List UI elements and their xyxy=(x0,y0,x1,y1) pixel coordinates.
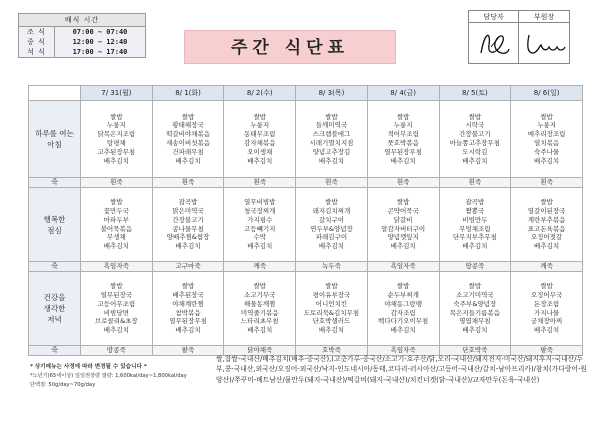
day-header: 8/ 1(화) xyxy=(152,86,224,101)
menu-item: 갈치구이 xyxy=(318,215,345,224)
menu-cell xyxy=(511,101,583,178)
menu-item: 고등빼기지 xyxy=(244,224,276,233)
notes-protein-recommendation: 단백질: 50g/day~70g/day xyxy=(30,382,96,388)
meal-slot-text: 행복한 xyxy=(43,214,66,224)
menu-item: 잡곡밥 xyxy=(465,198,485,207)
menu-item: 시래기멸치지짐 xyxy=(309,139,354,147)
menu-item: 비빔만두 xyxy=(462,215,488,224)
menu-item: 탕평채 xyxy=(106,139,126,147)
menu-cell xyxy=(224,272,296,346)
menu-item: 배추김치 xyxy=(103,156,129,165)
menu-cell xyxy=(81,188,153,262)
menu-item: 숙주부&양념장 xyxy=(453,299,497,308)
day-header: 8/ 4(금) xyxy=(367,86,439,101)
menu-item: 파래김구이 xyxy=(315,233,348,242)
menu-item: 오징어젓갈 xyxy=(530,233,563,242)
porridge-row xyxy=(29,178,583,188)
menu-item: 백다다기오이무침 xyxy=(378,317,429,326)
menu-item: 쌀밥 xyxy=(540,112,553,121)
menu-item: 열갈이된장국 xyxy=(527,206,566,215)
menu-item: 마늘쫑고추장무침 xyxy=(449,139,500,147)
porridge-label: 죽 xyxy=(29,178,81,188)
meal-time-value: 07:00 ~ 07:40 xyxy=(72,28,128,36)
menu-cell xyxy=(367,272,439,346)
meal-slot-text: 건강을 xyxy=(43,293,66,302)
menu-item: 쌀밥 xyxy=(181,282,195,291)
menu-item: 배추김치 xyxy=(534,242,560,251)
menu-item: 배추김치 xyxy=(462,156,488,165)
menu-cell xyxy=(296,101,368,178)
menu-item: 닭목은지조림 xyxy=(97,130,136,139)
menu-body xyxy=(29,101,583,356)
menu-cell xyxy=(81,272,153,346)
meal-time-label: 중 식 xyxy=(19,37,55,47)
porridge-cell: 고구마죽 xyxy=(152,262,224,272)
day-header: 8/ 3(목) xyxy=(296,86,368,101)
menu-item: 숙주나물 xyxy=(534,147,560,156)
corner-cell xyxy=(29,86,81,101)
porridge-cell: 흰죽 xyxy=(439,178,511,188)
menu-item: 계란부추볶음 xyxy=(527,215,566,224)
menu-item: 새송이버섯볶음 xyxy=(166,139,211,147)
menu-item: 스크램블에그 xyxy=(312,130,351,139)
menu-item: 명엽채무침 xyxy=(459,317,491,326)
porridge-cell: 땅콩죽 xyxy=(439,262,511,272)
porridge-cell: 흑임자죽 xyxy=(81,262,153,272)
menu-item: 풋호박볶음 xyxy=(387,139,419,147)
menu-item: 누룽지 xyxy=(537,121,557,130)
menu-item: 열치볶음 xyxy=(534,139,560,147)
menu-item: 열무된장무침 xyxy=(384,147,422,156)
menu-item: 도시락김 xyxy=(462,147,488,156)
menu-item: 돈장조림 xyxy=(534,299,560,308)
menu-item: 마파두부 xyxy=(103,215,129,224)
notes-calorie-recommendation: *노년기(65세이상) 일일권장량 열량: 1,600kal/day~1,800kal/day xyxy=(30,373,187,379)
meal-time-label: 조 식 xyxy=(19,27,55,37)
menu-item: 배추김치 xyxy=(462,242,488,251)
menu-notes xyxy=(30,363,210,390)
menu-item: 고추된장무침 xyxy=(97,147,136,156)
menu-item: 양배추찜&쌈장 xyxy=(166,233,210,242)
menu-item: 돼지김치찌개 xyxy=(312,206,351,215)
menu-item: 야채동그랑땡 xyxy=(384,299,422,308)
menu-cell xyxy=(439,272,511,346)
porridge-label: 죽 xyxy=(29,346,81,356)
menu-item: 배추김치 xyxy=(175,156,201,165)
menu-item: 들깨미역국 xyxy=(315,121,348,130)
porridge-cell: 흑임자죽 xyxy=(367,346,439,356)
menu-item: 가지핑수 xyxy=(247,215,273,224)
menu-item: 배추김치 xyxy=(318,156,345,165)
menu-item: 맑은미역국 xyxy=(172,206,204,215)
weekly-menu-table xyxy=(28,85,583,356)
menu-item: 황태해장국 xyxy=(172,121,204,130)
menu-item: 쌀밥 xyxy=(396,282,410,291)
menu-item: 배추김치 xyxy=(462,326,488,335)
porridge-cell: 흰죽 xyxy=(367,178,439,188)
menu-item: 배추김치 xyxy=(318,242,345,251)
menu-item: 궁채장아찌 xyxy=(530,317,563,326)
menu-item: 도토리묵&김치무침 xyxy=(303,308,360,317)
porridge-cell: 팥죽 xyxy=(511,346,583,356)
menu-item: 건파래무침 xyxy=(172,147,204,156)
menu-item: 떡갈비야채볶음 xyxy=(166,130,211,139)
menu-cell xyxy=(296,188,368,262)
menu-cell xyxy=(152,101,224,178)
menu-item: 비빔당면 xyxy=(103,308,129,317)
menu-item: 무생채 xyxy=(106,233,126,242)
signature-label: 부원장 xyxy=(519,11,569,23)
menu-item: 배추김치 xyxy=(175,326,201,335)
porridge-cell: 흰죽 xyxy=(81,178,153,188)
menu-item: 평이유부장국 xyxy=(312,290,351,299)
menu-item: 쌀밥 xyxy=(540,198,553,207)
menu-item: 열무비빔밥 xyxy=(244,198,276,207)
porridge-cell: 깨죽 xyxy=(224,262,296,272)
menu-item: 배추김치 xyxy=(390,242,416,251)
menu-item: 메추리장조림 xyxy=(527,130,566,139)
menu-item: 누룽지 xyxy=(106,121,126,130)
menu-cell xyxy=(367,101,439,178)
menu-item: 배추김치 xyxy=(247,242,273,251)
menu-item: 짬뽕국 xyxy=(465,206,485,215)
meal-time-table xyxy=(18,13,146,58)
menu-item: 수박 xyxy=(253,233,267,242)
menu-item: 소고기미역국 xyxy=(456,290,494,299)
meal-time-label: 석 식 xyxy=(19,47,55,57)
menu-cell xyxy=(224,101,296,178)
notes-change-notice: * 상기메뉴는 사정에 따라 변경될 수 있습니다 * xyxy=(30,364,147,370)
menu-item: 어니언치킨 xyxy=(315,299,348,308)
meal-slot-label xyxy=(29,188,81,262)
porridge-cell: 닭야채죽 xyxy=(224,346,296,356)
menu-item: 닭갈비 xyxy=(393,215,413,224)
porridge-cell: 호박죽 xyxy=(296,346,368,356)
porridge-cell: 땅콩죽 xyxy=(81,346,153,356)
menu-item: 연두부&양념장 xyxy=(310,224,353,233)
menu-item: 순두부찌개 xyxy=(387,290,419,299)
menu-cell xyxy=(511,188,583,262)
menu-item: 참박볶음 xyxy=(175,308,201,317)
meal-time-value: 17:00 ~ 17:40 xyxy=(72,48,128,56)
porridge-cell: 깨죽 xyxy=(511,262,583,272)
menu-item: 해물동깨찜 xyxy=(244,299,276,308)
ingredient-origin-text: 쌀,찹쌀-국내산/배추김치(배추-중국산),(고춧가루-중국산/소고기-호주산/닭,오리-국내산/돼지전지-미국산/돼지후지-국내산/두부,콩-국내산,외국산/오징어-외국산/낙지-인도네시아/동태,코다리-러시아산/고등어-국내산/갈치-남아프리카)/참치(가다랑어-원양산)/쭈꾸미-베트남산/물만두(돼지-국내산)/떡갈비(돼지-국내산)/치킨너겟(닭-국내산)/교자만두(돈육-국내산) xyxy=(216,355,587,384)
menu-item: 불어묵볶음 xyxy=(100,224,133,233)
menu-item: 배추김치 xyxy=(534,326,560,335)
signature-column-vice-director xyxy=(519,11,569,63)
day-header: 8/ 5(토) xyxy=(439,86,511,101)
menu-item: 배추김치 xyxy=(247,156,273,165)
menu-item: 배추김치 xyxy=(175,242,201,251)
meal-time-row-breakfast xyxy=(19,27,145,37)
menu-item: 가지나물 xyxy=(534,308,560,317)
menu-cell xyxy=(152,188,224,262)
menu-item: 야채계란찜 xyxy=(172,299,204,308)
menu-item: 배추김치 xyxy=(390,326,416,335)
handwritten-signature-manager xyxy=(469,23,518,63)
menu-cell xyxy=(152,272,224,346)
menu-cell xyxy=(511,272,583,346)
menu-item: 배추김치 xyxy=(103,242,129,251)
menu-item: 미역줄기볶음 xyxy=(240,308,279,317)
day-header: 8/ 6(일) xyxy=(511,86,583,101)
menu-item: 양념깻잎지 xyxy=(387,233,419,242)
menu-item: 쌀밥 xyxy=(325,112,338,121)
meal-time-row-dinner xyxy=(19,47,145,57)
menu-item: 쌀밥 xyxy=(468,282,482,291)
menu-item: 쌀밥 xyxy=(396,112,410,121)
menu-item: 목은지들기름볶음 xyxy=(449,308,500,317)
menu-item: 누룽지 xyxy=(393,121,413,130)
signature-scribble-icon xyxy=(469,23,519,63)
porridge-cell: 흑임자죽 xyxy=(367,262,439,272)
menu-item: 배추된장국 xyxy=(172,290,204,299)
menu-cell xyxy=(81,101,153,178)
menu-item: 쌀밥 xyxy=(325,282,338,291)
handwritten-signature-vice-director xyxy=(519,23,569,63)
porridge-cell: 단호박죽 xyxy=(439,346,511,356)
menu-item: 쌀밥 xyxy=(253,112,267,121)
approval-signature-box xyxy=(468,10,570,64)
meal-row xyxy=(29,101,583,178)
menu-item: 단무지부추무침 xyxy=(452,233,497,242)
meal-slot-label xyxy=(29,272,81,346)
menu-item: 청국장찌개 xyxy=(244,206,276,215)
menu-item: 쌀밥 xyxy=(540,282,553,291)
meal-time-header: 배식 시간 xyxy=(19,14,145,27)
menu-item: 누룽지 xyxy=(250,121,270,130)
meal-slot-text: 아침 xyxy=(47,140,62,149)
menu-item: 소고기무국 xyxy=(244,290,276,299)
porridge-cell: 흰죽 xyxy=(296,178,368,188)
porridge-cell: 녹두죽 xyxy=(296,262,368,272)
day-header-row xyxy=(29,86,583,101)
menu-item: 알감자버터구이 xyxy=(381,224,426,233)
page-title: 주간 식단표 xyxy=(184,30,396,64)
menu-item: 표고돈육볶음 xyxy=(527,224,566,233)
menu-item: 쌀밥 xyxy=(468,112,482,121)
menu-item: 쌀밥 xyxy=(325,198,338,207)
menu-item: 간장불고기 xyxy=(459,130,491,139)
menu-item: 단호박샐러드 xyxy=(312,317,351,326)
menu-item: 시락국 xyxy=(465,121,485,130)
menu-item: 브로콜리&초장 xyxy=(94,317,138,326)
menu-item: 곤약어묵국 xyxy=(387,206,419,215)
meal-time-value: 12:00 ~ 12:40 xyxy=(72,38,128,46)
menu-item: 꽃만두국 xyxy=(103,206,129,215)
day-header: 8/ 2(수) xyxy=(224,86,296,101)
menu-item: 적어무조림 xyxy=(387,130,419,139)
menu-item: 양념고추장김 xyxy=(312,147,351,156)
menu-item: 감자조림 xyxy=(390,308,416,317)
menu-item: 간장불고기 xyxy=(172,215,204,224)
menu-item: 쌀밥 xyxy=(110,282,123,291)
menu-item: 감자채볶음 xyxy=(244,139,276,147)
menu-item: 쌀밥 xyxy=(110,198,123,207)
porridge-cell: 팥죽 xyxy=(152,346,224,356)
menu-item: 배추김치 xyxy=(390,156,416,165)
menu-item: 잡곡밥 xyxy=(178,198,198,207)
menu-item: 열무된장국 xyxy=(100,290,133,299)
menu-item: 오이생채 xyxy=(247,147,273,156)
menu-item: 쌀밥 xyxy=(253,282,267,291)
menu-item: 쌀밥 xyxy=(110,112,123,121)
menu-cell xyxy=(439,101,511,178)
day-header: 7/ 31(월) xyxy=(81,86,153,101)
menu-item: 배추김치 xyxy=(534,156,560,165)
menu-item: 배추김치 xyxy=(247,326,273,335)
menu-cell xyxy=(224,188,296,262)
menu-item: 쌀밥 xyxy=(396,198,410,207)
menu-item: 무엉채조림 xyxy=(459,224,491,233)
porridge-cell: 흰죽 xyxy=(224,178,296,188)
menu-item: 쌀밥 xyxy=(181,112,195,121)
menu-cell xyxy=(367,188,439,262)
meal-row xyxy=(29,188,583,262)
porridge-label: 죽 xyxy=(29,262,81,272)
signature-scribble-icon xyxy=(519,23,569,63)
signature-column-manager xyxy=(469,11,519,63)
menu-item: 동태무조림 xyxy=(244,130,276,139)
menu-item: 느타리초무침 xyxy=(240,317,279,326)
meal-slot-text: 하루를 여는 xyxy=(35,129,74,138)
meal-time-row-lunch xyxy=(19,37,145,47)
menu-item: 콩나물무침 xyxy=(172,224,204,233)
meal-slot-text: 점심 xyxy=(47,225,62,235)
meal-row xyxy=(29,272,583,346)
menu-item: 오징어무국 xyxy=(530,290,563,299)
meal-slot-text: 저녁 xyxy=(47,315,62,324)
menu-item: 열무된장무침 xyxy=(169,317,207,326)
porridge-cell: 흰죽 xyxy=(152,178,224,188)
meal-slot-text: 생각한 xyxy=(43,304,66,313)
meal-slot-label xyxy=(29,101,81,178)
porridge-row xyxy=(29,262,583,272)
menu-item: 배추김치 xyxy=(318,326,345,335)
menu-cell xyxy=(296,272,368,346)
signature-label: 담당자 xyxy=(469,11,518,23)
menu-item: 배추김치 xyxy=(103,326,129,335)
porridge-cell: 흰죽 xyxy=(511,178,583,188)
menu-item: 고등어무조림 xyxy=(97,299,136,308)
menu-cell xyxy=(439,188,511,262)
